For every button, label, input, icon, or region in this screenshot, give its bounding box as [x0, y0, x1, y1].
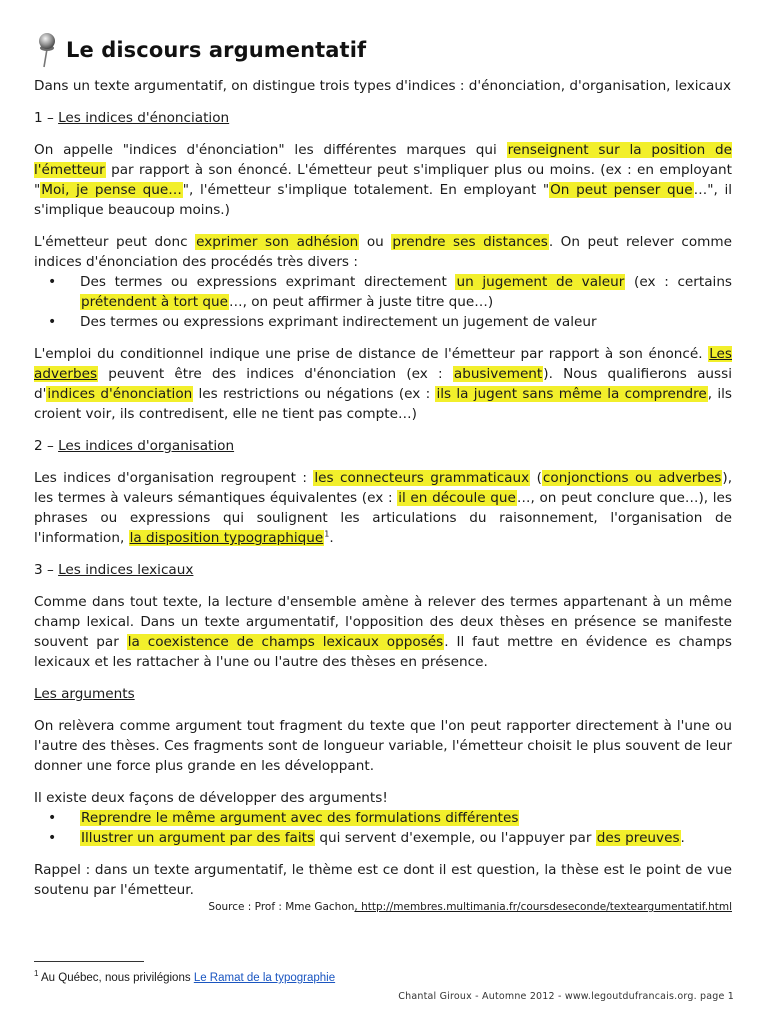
arguments-bullet-list — [34, 808, 732, 848]
document-body — [34, 76, 732, 914]
list-item: • Des termes ou expressions exprimant indirectement un jugement de valeur — [80, 312, 732, 332]
page-title: Le discours argumentatif — [66, 38, 367, 62]
highlight: Moi, je pense que… — [41, 182, 182, 198]
highlight: Illustrer un argument par des faits — [81, 830, 315, 846]
highlight: On peut penser que — [550, 182, 693, 198]
section-title: Les indices lexicaux — [58, 562, 194, 578]
enonciation-paragraph-2 — [34, 232, 732, 272]
text-run: . — [329, 530, 334, 546]
list-item — [80, 828, 732, 848]
section-title: Les indices d'énonciation — [58, 110, 230, 126]
highlight: indices d'énonciation — [47, 386, 193, 402]
footnote-divider — [34, 961, 144, 962]
highlight: prendre ses distances — [392, 234, 548, 250]
section-heading-enonciation — [34, 108, 732, 128]
footnote-number: 1 — [34, 969, 39, 979]
highlight: un jugement de valeur — [456, 274, 625, 290]
highlight: conjonctions ou adverbes — [542, 470, 722, 486]
footnote-text: Au Québec, nous privilégions — [38, 972, 194, 984]
footnote-link[interactable]: Le Ramat de la typographie — [193, 972, 336, 984]
text-run: . On peut relever comme indices d'énonciation des procédés très divers : — [34, 234, 732, 270]
text-run: Des termes ou expressions exprimant directement — [80, 274, 456, 290]
intro-paragraph: Dans un texte argumentatif, on distingue trois types d'indices : d'énonciation, d'organisation, lexicaux — [34, 78, 732, 94]
highlight: il en découle que — [398, 490, 516, 506]
text-run: . — [680, 830, 685, 846]
text-run: (ex : certains — [625, 274, 733, 290]
enonciation-bullet-list — [34, 272, 732, 332]
section-title: Les indices d'organisation — [58, 438, 235, 454]
text-run: …, on peut affirmer à juste titre que…) — [229, 294, 494, 310]
text-run: par rapport à son énoncé. L'émetteur peut s'impliquer plus ou moins. (ex : en employant " — [34, 162, 732, 198]
section-heading-lexicaux — [34, 560, 732, 580]
lexicaux-paragraph — [34, 592, 732, 672]
text-run: peuvent être des indices d'énonciation (ex : — [98, 366, 453, 382]
section-heading-organisation — [34, 436, 732, 456]
text-run: Comme dans tout texte, la lecture d'ensemble amène à relever des termes appartenant à un même champ lexical. Dans un texte argumentatif, l'opposition des deux thèses en présence se manifeste souvent par — [34, 594, 732, 650]
text-run: ", l'émetteur s'implique totalement. En employant " — [182, 182, 550, 198]
text-run: ou — [359, 234, 392, 250]
text-run: …, on peut conclure que…), les phrases ou expressions qui soulignent les articulations du raisonnement, l'organisation de l'information, — [34, 490, 732, 546]
source-link[interactable]: , http://membres.multimania.fr/coursdeseconde/texteargumentatif.html — [354, 901, 732, 913]
pushpin-icon — [34, 32, 60, 68]
section-number: 1 – — [34, 110, 59, 126]
highlight: Reprendre le même argument avec des formulations différentes — [81, 810, 519, 826]
highlight: des preuves — [596, 830, 680, 846]
text-run: …", il s'implique beaucoup moins.) — [34, 182, 732, 218]
arguments-paragraph-2: Il existe deux façons de développer des arguments! — [34, 790, 388, 806]
text-run: , ils croient voir, ils contredisent, elle ne tient pas compte…) — [34, 386, 733, 422]
highlight: ils la jugent sans même la comprendre — [436, 386, 707, 402]
text-run: ), les termes à valeurs sémantiques équivalentes (ex : — [34, 470, 733, 506]
page-footer: Chantal Giroux - Automne 2012 - www.legoutdufrancais.org. page 1 — [398, 991, 734, 1002]
text-run: . Il faut mettre en évidence es champs lexicaux et les rattacher à l'une ou l'autre des thèses en présence. — [34, 634, 733, 670]
source-citation — [34, 900, 732, 914]
highlight: abusivement — [453, 366, 543, 382]
text-run: les restrictions ou négations (ex : — [193, 386, 436, 402]
list-item — [80, 272, 732, 312]
text-run: ). Nous qualifierons aussi d' — [34, 366, 732, 402]
list-item — [80, 808, 732, 828]
highlight: renseignent sur la position de l'émetteur — [34, 142, 732, 178]
text-run: Les indices d'organisation regroupent : — [34, 470, 314, 486]
highlight: Les adverbes — [34, 346, 732, 382]
highlight[interactable]: la disposition typographique — [129, 530, 324, 546]
source-label: Source : Prof : Mme Gachon — [208, 901, 355, 913]
footnote-reference[interactable]: 1 — [324, 529, 330, 539]
section-title: Les arguments — [34, 686, 135, 702]
section-number: 3 – — [34, 562, 59, 578]
section-number: 2 – — [34, 438, 59, 454]
arguments-paragraph-1: On relèvera comme argument tout fragment du texte que l'on peut rapporter directement à l'une ou l'autre des thèses. Ces fragments sont de longueur variable, l'émetteur choisit le plus souvent de leur donner une force plus grande en les développant. — [34, 718, 732, 774]
organisation-paragraph — [34, 468, 732, 548]
enonciation-paragraph-1 — [34, 140, 732, 220]
enonciation-paragraph-3 — [34, 344, 732, 424]
rappel-paragraph: Rappel : dans un texte argumentatif, le thème est ce dont il est question, la thèse est le point de vue soutenu par l'émetteur. — [34, 862, 732, 898]
highlight: les connecteurs grammaticaux — [314, 470, 530, 486]
footnote — [34, 969, 336, 984]
text-run: L'emploi du conditionnel indique une prise de distance de l'émetteur par rapport à son énoncé. — [34, 346, 709, 362]
highlight: prétendent à tort que — [81, 294, 228, 310]
text-run: qui servent d'exemple, ou l'appuyer par — [315, 830, 596, 846]
text-run: ( — [530, 470, 542, 486]
text-run: L'émetteur peut donc — [34, 234, 196, 250]
section-heading-arguments — [34, 684, 732, 704]
highlight: exprimer son adhésion — [196, 234, 359, 250]
text-run: On appelle "indices d'énonciation" les différentes marques qui — [34, 142, 507, 158]
highlight: la coexistence de champs lexicaux opposés — [127, 634, 444, 650]
title-block — [34, 30, 366, 70]
